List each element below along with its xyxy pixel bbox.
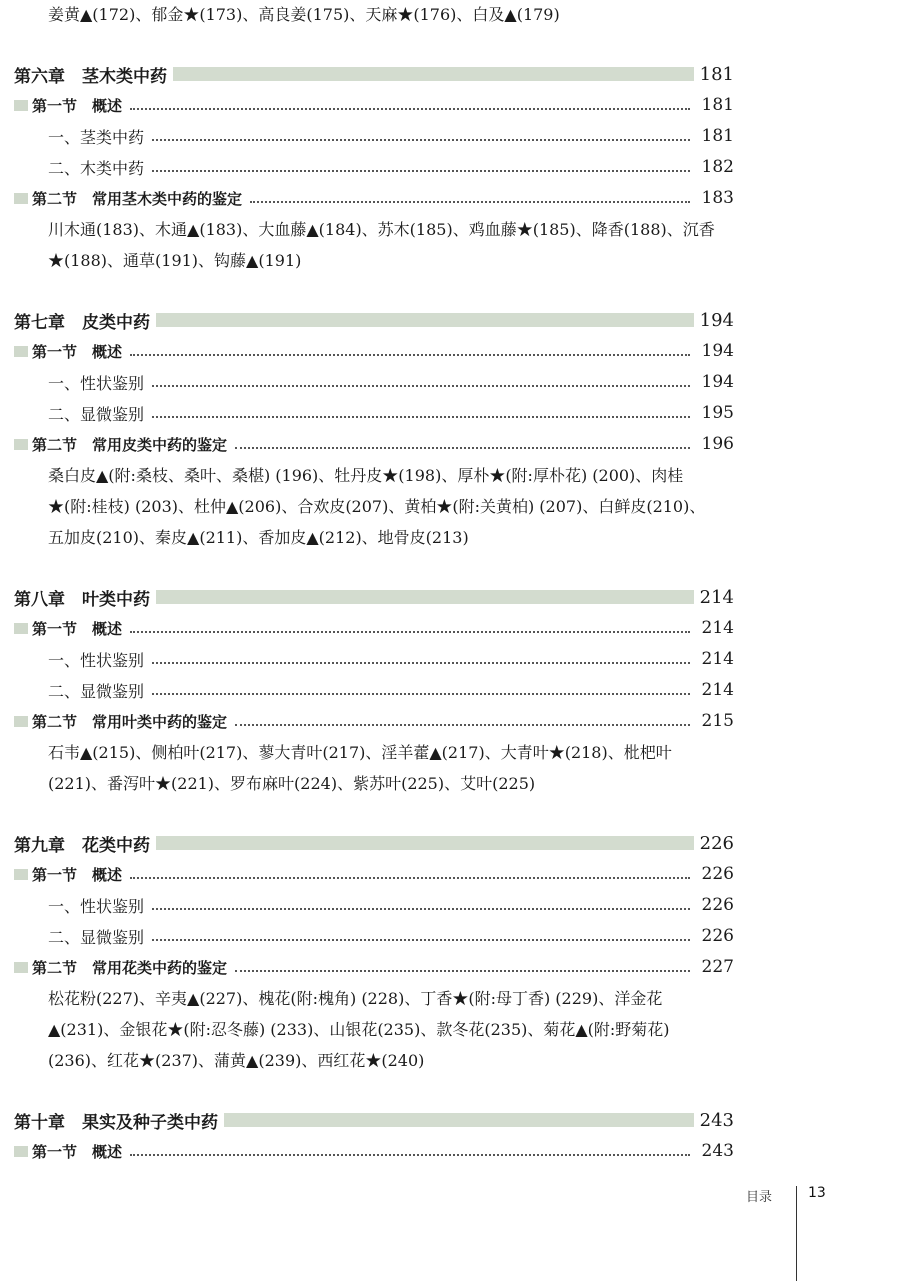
page-number: 226 — [701, 864, 734, 884]
herb-item-list: 桑白皮▲(附:桑枝、桑叶、桑椹) (196)、牡丹皮★(198)、厚朴★(附:厚朴花) (200)、肉桂★(附:桂枝) (203)、杜仲▲(206)、合欢皮(207)、黄柏★(附:关黄柏) (207)、白鲜皮(210)、五加皮(210)、秦皮▲(211)、香加皮▲(212)、地骨皮(213) — [48, 466, 706, 547]
chapter-page-number: 181 — [699, 63, 734, 85]
chapter-title: 第七章 皮类中药 — [14, 312, 150, 333]
section-entry[interactable] — [14, 709, 734, 733]
chapter-heading[interactable] — [14, 308, 734, 332]
dot-leader — [152, 662, 690, 664]
page-number: 226 — [701, 895, 734, 915]
page-number: 214 — [701, 618, 734, 638]
chapter-heading[interactable] — [14, 1108, 734, 1132]
dot-leader — [152, 939, 690, 941]
subsection-entry[interactable] — [48, 893, 734, 917]
dot-leader — [152, 908, 690, 910]
section-marker — [14, 193, 28, 204]
continued-item-list: 姜黄▲(172)、郁金★(173)、高良姜(175)、天麻★(176)、白及▲(179) — [48, 5, 560, 24]
chapter-page-number: 243 — [699, 1109, 734, 1131]
page-number: 196 — [701, 434, 734, 454]
page-number: 215 — [701, 711, 734, 731]
section-marker — [14, 439, 28, 450]
dot-leader — [130, 877, 690, 879]
section-marker — [14, 100, 28, 111]
page-number: 183 — [701, 188, 734, 208]
footer-section-label: 目录 — [746, 1190, 773, 1205]
section-entry[interactable] — [14, 955, 734, 979]
section-entry[interactable] — [14, 616, 734, 640]
subsection-entry[interactable] — [48, 678, 734, 702]
page-number: 195 — [701, 403, 734, 423]
subsection-entry[interactable] — [48, 155, 734, 179]
dot-leader — [152, 416, 690, 418]
dot-leader — [152, 385, 690, 387]
page-number: 181 — [701, 126, 734, 146]
section-entry[interactable] — [14, 186, 734, 210]
section-title: 第二节 常用茎木类中药的鉴定 — [32, 189, 243, 208]
subsection-entry[interactable] — [48, 401, 734, 425]
dot-leader — [152, 170, 690, 172]
dot-leader — [152, 693, 690, 695]
chapter-heading[interactable] — [14, 831, 734, 855]
chapter-heading[interactable] — [14, 585, 734, 609]
chapter-bar — [156, 836, 694, 850]
section-entry[interactable] — [14, 862, 734, 886]
chapter-bar — [173, 67, 694, 81]
page-number: 243 — [701, 1141, 734, 1161]
dot-leader — [130, 354, 690, 356]
herb-item-list: 川木通(183)、木通▲(183)、大血藤▲(184)、苏木(185)、鸡血藤★(185)、降香(188)、沉香★(188)、通草(191)、钩藤▲(191) — [48, 220, 715, 270]
subsection-title: 一、性状鉴别 — [48, 896, 145, 916]
subsection-title: 一、茎类中药 — [48, 127, 145, 147]
subsection-title: 二、显微鉴别 — [48, 681, 145, 701]
section-title: 第一节 概述 — [32, 342, 123, 361]
section-marker — [14, 623, 28, 634]
subsection-title: 二、显微鉴别 — [48, 927, 145, 947]
chapter-heading[interactable] — [14, 62, 734, 86]
herb-item-list: 松花粉(227)、辛夷▲(227)、槐花(附:槐角) (228)、丁香★(附:母丁香) (229)、洋金花▲(231)、金银花★(附:忍冬藤) (233)、山银花(235)、款冬花(235)、菊花▲(附:野菊花) (236)、红花★(237)、蒲黄▲(239)、西红花★(240) — [48, 989, 670, 1070]
chapter-page-number: 226 — [699, 832, 734, 854]
page-number: 181 — [701, 95, 734, 115]
section-title: 第一节 概述 — [32, 96, 123, 115]
dot-leader — [235, 970, 690, 972]
subsection-entry[interactable] — [48, 370, 734, 394]
footer-page-number: 13 — [808, 1185, 826, 1201]
section-marker — [14, 869, 28, 880]
dot-leader — [250, 201, 690, 203]
page-number: 194 — [701, 341, 734, 361]
section-entry[interactable] — [14, 1139, 734, 1163]
subsection-title: 一、性状鉴别 — [48, 650, 145, 670]
page-number: 214 — [701, 649, 734, 669]
section-title: 第一节 概述 — [32, 619, 123, 638]
herb-item-list: 石韦▲(215)、侧柏叶(217)、蓼大青叶(217)、淫羊藿▲(217)、大青叶★(218)、枇杷叶(221)、番泻叶★(221)、罗布麻叶(224)、紫苏叶(225)、艾叶(225) — [48, 743, 672, 793]
page-number: 227 — [701, 957, 734, 977]
page-number: 214 — [701, 680, 734, 700]
section-marker — [14, 716, 28, 727]
page-number: 182 — [701, 157, 734, 177]
section-marker — [14, 962, 28, 973]
page-number: 226 — [701, 926, 734, 946]
section-marker — [14, 346, 28, 357]
subsection-entry[interactable] — [48, 647, 734, 671]
section-title: 第二节 常用皮类中药的鉴定 — [32, 435, 228, 454]
subsection-title: 一、性状鉴别 — [48, 373, 145, 393]
chapter-bar — [224, 1113, 694, 1127]
chapter-title: 第十章 果实及种子类中药 — [14, 1112, 218, 1133]
subsection-title: 二、木类中药 — [48, 158, 145, 178]
page-number: 194 — [701, 372, 734, 392]
section-title: 第二节 常用花类中药的鉴定 — [32, 958, 228, 977]
chapter-title: 第八章 叶类中药 — [14, 589, 150, 610]
dot-leader — [130, 108, 690, 110]
section-title: 第一节 概述 — [32, 1142, 123, 1161]
section-title: 第二节 常用叶类中药的鉴定 — [32, 712, 228, 731]
dot-leader — [235, 447, 690, 449]
section-marker — [14, 1146, 28, 1157]
chapter-title: 第六章 茎木类中药 — [14, 66, 167, 87]
subsection-entry[interactable] — [48, 924, 734, 948]
chapter-bar — [156, 590, 694, 604]
section-entry[interactable] — [14, 93, 734, 117]
chapter-page-number: 214 — [699, 586, 734, 608]
subsection-title: 二、显微鉴别 — [48, 404, 145, 424]
dot-leader — [130, 631, 690, 633]
dot-leader — [235, 724, 690, 726]
chapter-bar — [156, 313, 694, 327]
section-entry[interactable] — [14, 339, 734, 363]
chapter-title: 第九章 花类中药 — [14, 835, 150, 856]
dot-leader — [130, 1154, 690, 1156]
section-entry[interactable] — [14, 432, 734, 456]
subsection-entry[interactable] — [48, 124, 734, 148]
chapter-page-number: 194 — [699, 309, 734, 331]
footer-divider — [796, 1186, 797, 1281]
section-title: 第一节 概述 — [32, 865, 123, 884]
dot-leader — [152, 139, 690, 141]
